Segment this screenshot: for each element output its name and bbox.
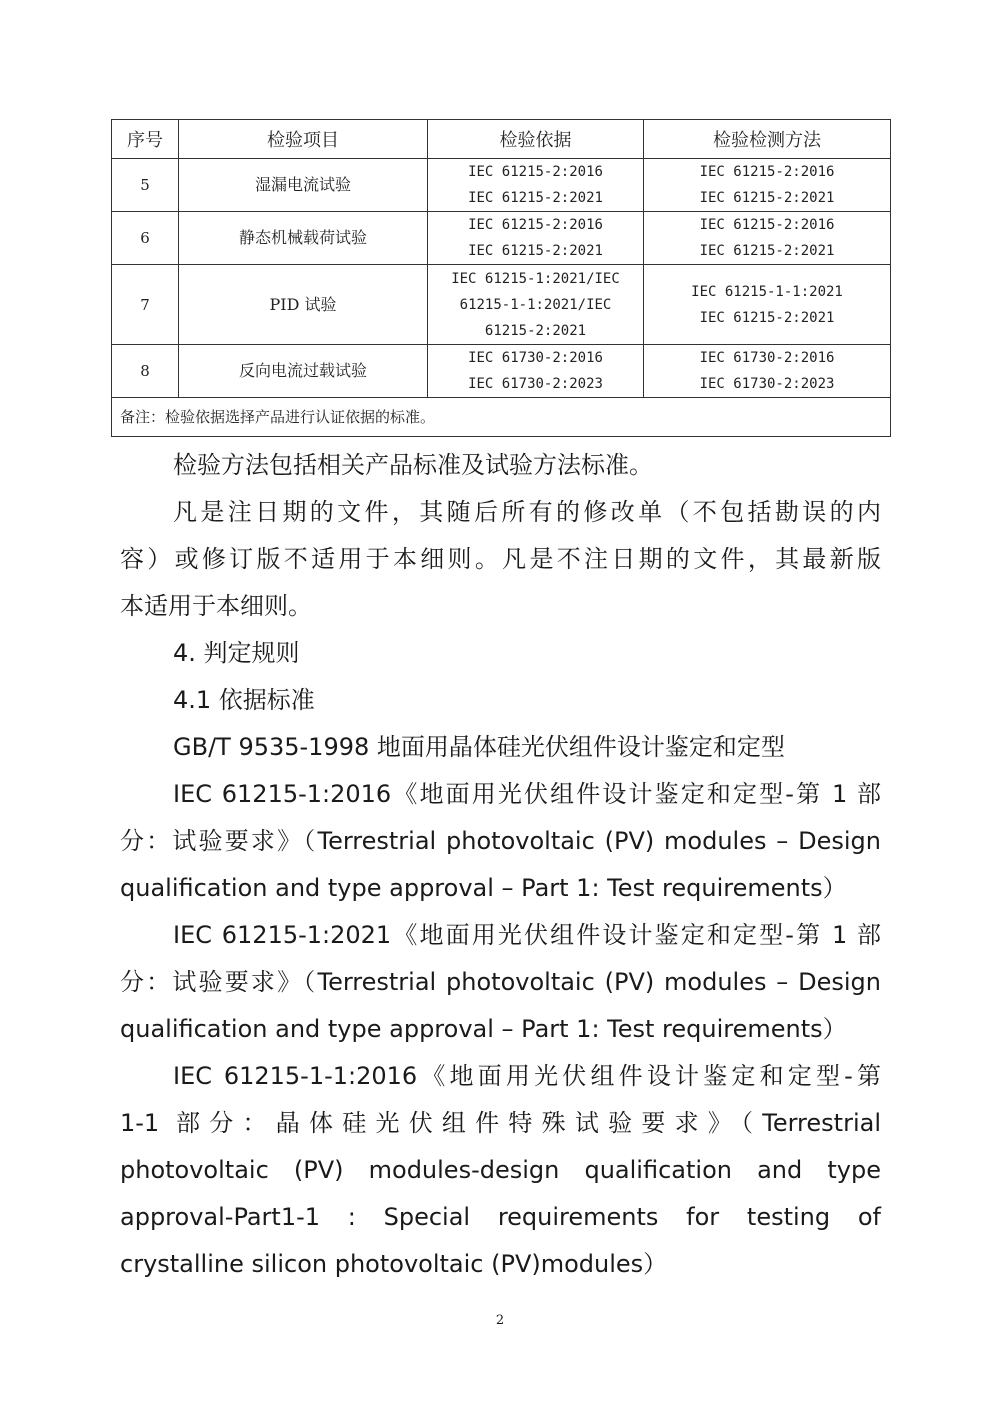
table-row <box>112 212 891 265</box>
method-line: IEC 61215-2:2021 <box>699 309 835 326</box>
section-heading: 4. 判定规则 <box>173 639 300 667</box>
standard-line: approval-Part1-1 : Special requirements for testing of <box>120 1203 881 1231</box>
standard-line: qualification and type approval – Part 1: Test requirements） <box>120 874 847 902</box>
standard-line: qualification and type approval – Part 1: Test requirements） <box>120 1015 847 1043</box>
method-line: IEC 61215-2:2016 <box>699 164 835 180</box>
header-method: 检验检测方法 <box>644 120 891 159</box>
basis-line: 61215-2:2021 <box>484 322 587 339</box>
row-method <box>644 265 891 345</box>
paragraph-line: 检验方法包括相关产品标准及试验方法标准。 <box>173 451 653 479</box>
basis-line: IEC 61730-2:2016 <box>468 350 603 366</box>
standard-line: GB/T 9535-1998 地面用晶体硅光伏组件设计鉴定和定型 <box>173 733 785 761</box>
row-basis <box>428 265 644 345</box>
row-basis <box>428 212 644 265</box>
table-note-row <box>112 398 891 437</box>
row-no: 7 <box>112 265 179 345</box>
standard-line: crystalline silicon photovoltaic (PV)modules） <box>120 1250 668 1278</box>
paragraph-line: 本适用于本细则。 <box>120 592 312 620</box>
standard-line: 分：试验要求》（Terrestrial photovoltaic (PV) modules – Design <box>120 968 881 996</box>
header-item: 检验项目 <box>179 120 428 159</box>
method-line: IEC 61730-2:2023 <box>699 376 835 392</box>
header-no: 序号 <box>112 120 179 159</box>
table-row <box>112 159 891 212</box>
paragraph-line: 凡是注日期的文件，其随后所有的修改单（不包括勘误的内 <box>173 498 881 526</box>
header-basis: 检验依据 <box>428 120 644 159</box>
row-item: 湿漏电流试验 <box>179 159 428 212</box>
row-item: PID 试验 <box>179 265 428 345</box>
method-line: IEC 61730-2:2016 <box>699 350 835 366</box>
row-item: 反向电流过载试验 <box>179 345 428 398</box>
section-heading: 4.1 依据标准 <box>173 686 315 714</box>
standard-line: photovoltaic (PV) modules-design qualification and type <box>120 1156 881 1184</box>
row-no: 8 <box>112 345 179 398</box>
table-row <box>112 265 891 345</box>
row-method <box>644 212 891 265</box>
row-no: 5 <box>112 159 179 212</box>
row-basis <box>428 345 644 398</box>
basis-line: IEC 61215-2:2016 <box>468 217 603 233</box>
standard-line: 分：试验要求》（Terrestrial photovoltaic (PV) modules – Design <box>120 827 881 855</box>
paragraph-line: 容）或修订版不适用于本细则。凡是不注日期的文件，其最新版 <box>120 545 881 573</box>
method-line: IEC 61215-2:2021 <box>699 190 835 206</box>
standard-line: IEC 61215-1:2016《地面用光伏组件设计鉴定和定型-第 1 部 <box>173 780 881 808</box>
row-no: 6 <box>112 212 179 265</box>
method-line: IEC 61215-1-1:2021 <box>691 283 843 300</box>
standard-line: IEC 61215-1:2021《地面用光伏组件设计鉴定和定型-第 1 部 <box>173 921 881 949</box>
page-number: 2 <box>495 1313 505 1328</box>
standard-line: IEC 61215-1-1:2016《地面用光伏组件设计鉴定和定型-第 <box>173 1062 881 1090</box>
table-header-row <box>112 120 891 159</box>
row-basis <box>428 159 644 212</box>
standard-line: 1-1 部分：晶体硅光伏组件特殊试验要求》（Terrestrial <box>120 1109 881 1137</box>
inspection-table <box>111 119 891 437</box>
row-method <box>644 345 891 398</box>
method-line: IEC 61215-2:2016 <box>699 217 835 233</box>
basis-line: IEC 61215-1:2021/IEC <box>451 270 620 287</box>
basis-line: 61215-1-1:2021/IEC <box>459 296 612 313</box>
table-note: 备注：检验依据选择产品进行认证依据的标准。 <box>112 398 891 437</box>
basis-line: IEC 61215-2:2021 <box>468 243 603 259</box>
row-method <box>644 159 891 212</box>
basis-line: IEC 61215-2:2016 <box>468 164 603 180</box>
method-line: IEC 61215-2:2021 <box>699 243 835 259</box>
table-row <box>112 345 891 398</box>
basis-line: IEC 61730-2:2023 <box>468 376 603 392</box>
basis-line: IEC 61215-2:2021 <box>468 190 603 206</box>
row-item: 静态机械载荷试验 <box>179 212 428 265</box>
